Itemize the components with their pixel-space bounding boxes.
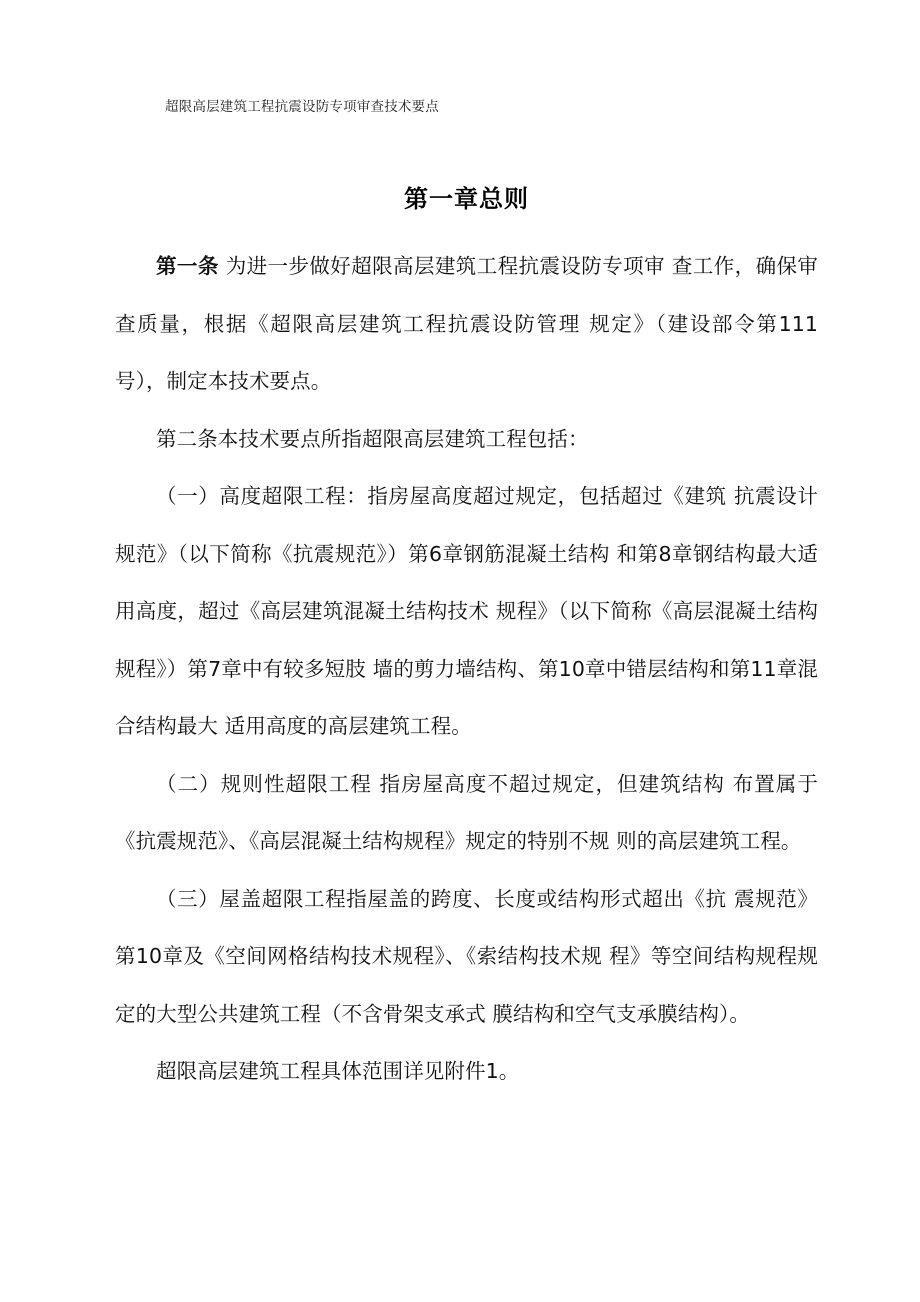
item-3-text: （三）屋盖超限工程指屋盖的跨度、长度或结构形式超出《抗 震规范》第10章及《空间网格结构技术规程》、《索结构技术规 程》等空间结构规程规定的大型公共建筑工程（不含骨架支承式 膜结构和空气支承膜结构）。 xyxy=(115,886,818,1026)
document-header-title: 超限高层建筑工程抗震设防专项审查技术要点 xyxy=(165,99,439,115)
document-body xyxy=(115,0,818,1101)
chapter-title: 第一章总则 xyxy=(404,185,529,213)
paragraph-article-2 xyxy=(115,411,818,469)
item-2-text: （二）规则性超限工程 指房屋高度不超过规定，但建筑结构 布置属于《抗震规范》、《高层混凝土结构规程》规定的特别不规 则的高层建筑工程。 xyxy=(115,771,818,853)
article-1-lead: 第一条 xyxy=(156,254,219,278)
item-1-text: （一）高度超限工程：指房屋高度超过规定，包括超过《建筑 抗震设计规范》（以下简称《抗震规范》）第6章钢筋混凝土结构 和第8章钢结构最大适用高度，超过《高层建筑混凝土结构技术 规程》（以下简称《高层混凝土结构规程》）第7章中有较多短肢 墙的剪力墙结构、第10章中错层结构和第11章混合结构最大 适用高度的高层建筑工程。 xyxy=(115,484,818,738)
closing-text: 超限高层建筑工程具体范围详见附件1。 xyxy=(156,1059,520,1083)
paragraph-item-3 xyxy=(115,871,818,1044)
paragraph-article-1 xyxy=(115,238,818,411)
article-2-text: 第二条本技术要点所指超限高层建筑工程包括： xyxy=(156,426,589,451)
paragraph-closing xyxy=(115,1043,818,1101)
article-list xyxy=(115,238,818,1101)
paragraph-item-2 xyxy=(115,756,818,871)
paragraph-item-1 xyxy=(115,468,818,756)
article-1-text: 为进一步做好超限高层建筑工程抗震设防专项审 查工作，确保审查质量，根据《超限高层建筑工程抗震设防管理 规定》（建设部令第111号），制定本技术要点。 xyxy=(115,254,819,393)
